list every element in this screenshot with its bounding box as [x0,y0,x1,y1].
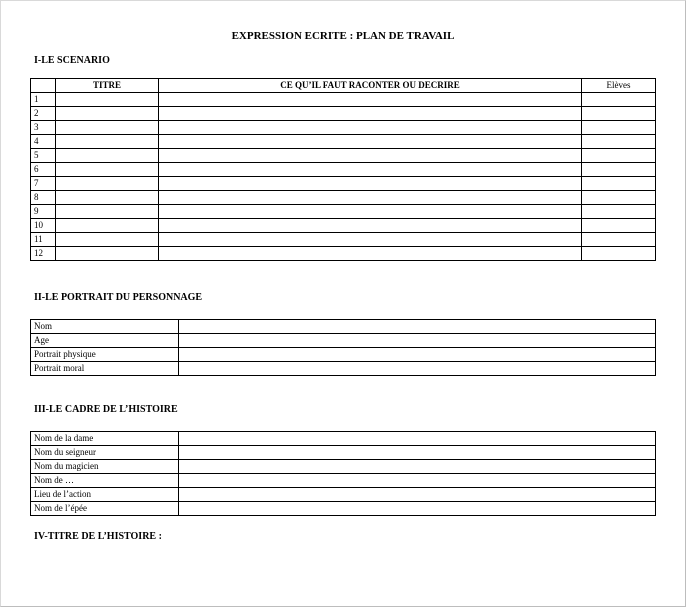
cell-titre[interactable] [56,205,159,219]
table-row [31,474,656,488]
cell-raconter[interactable] [159,135,582,149]
cell-raconter[interactable] [159,177,582,191]
cell-raconter[interactable] [159,163,582,177]
cell-titre[interactable] [56,233,159,247]
row-number: 3 [31,121,56,135]
table-row [31,348,656,362]
table-row [31,233,656,247]
cadre-table [30,431,656,516]
header-titre: TITRE [56,79,159,93]
table-row [31,135,656,149]
cell-raconter[interactable] [159,93,582,107]
table-row [31,334,656,348]
row-label: Nom [31,320,179,334]
row-number: 2 [31,107,56,121]
row-label: Nom du magicien [31,460,179,474]
row-label: Nom du seigneur [31,446,179,460]
row-value-cell[interactable] [179,320,656,334]
row-number: 4 [31,135,56,149]
cell-raconter[interactable] [159,149,582,163]
cell-titre[interactable] [56,177,159,191]
portrait-table [30,319,656,376]
table-row [31,149,656,163]
section-heading-titre-histoire: IV-TITRE DE L’HISTOIRE : [34,531,162,542]
section-heading-cadre: III-LE CADRE DE L’HISTOIRE [34,404,178,415]
cell-eleves[interactable] [582,107,656,121]
row-number: 11 [31,233,56,247]
row-number: 10 [31,219,56,233]
cell-eleves[interactable] [582,233,656,247]
row-value-cell[interactable] [179,460,656,474]
cell-raconter[interactable] [159,107,582,121]
row-number: 12 [31,247,56,261]
row-label: Age [31,334,179,348]
table-row [31,446,656,460]
scenario-table [30,78,656,261]
row-value-cell[interactable] [179,334,656,348]
row-number: 9 [31,205,56,219]
cell-titre[interactable] [56,93,159,107]
row-label: Nom de l’épée [31,502,179,516]
cell-raconter[interactable] [159,121,582,135]
cell-raconter[interactable] [159,247,582,261]
table-row [31,191,656,205]
cell-titre[interactable] [56,149,159,163]
table-row [31,432,656,446]
cell-eleves[interactable] [582,191,656,205]
row-value-cell[interactable] [179,502,656,516]
cell-eleves[interactable] [582,177,656,191]
cell-titre[interactable] [56,135,159,149]
table-row [31,219,656,233]
cell-eleves[interactable] [582,247,656,261]
cell-titre[interactable] [56,163,159,177]
section-heading-portrait: II-LE PORTRAIT DU PERSONNAGE [34,292,203,303]
cell-raconter[interactable] [159,233,582,247]
table-row [31,247,656,261]
cell-titre[interactable] [56,191,159,205]
cell-eleves[interactable] [582,121,656,135]
row-label: Nom de la dame [31,432,179,446]
section-heading-scenario: I-LE SCENARIO [34,55,110,66]
table-row [31,163,656,177]
table-row [31,502,656,516]
document-title: EXPRESSION ECRITE : PLAN DE TRAVAIL [231,30,455,42]
cell-titre[interactable] [56,121,159,135]
cell-eleves[interactable] [582,163,656,177]
row-label: Lieu de l’action [31,488,179,502]
row-value-cell[interactable] [179,488,656,502]
row-number: 7 [31,177,56,191]
row-value-cell[interactable] [179,474,656,488]
row-value-cell[interactable] [179,348,656,362]
header-eleves: Elèves [582,79,656,93]
cell-raconter[interactable] [159,219,582,233]
row-value-cell[interactable] [179,446,656,460]
cell-raconter[interactable] [159,205,582,219]
cell-titre[interactable] [56,107,159,121]
table-row [31,205,656,219]
cell-titre[interactable] [56,219,159,233]
table-row [31,177,656,191]
row-label: Nom de … [31,474,179,488]
row-number: 5 [31,149,56,163]
row-number: 1 [31,93,56,107]
cell-titre[interactable] [56,247,159,261]
header-raconter: CE QU’IL FAUT RACONTER OU DECRIRE [159,79,582,93]
cell-eleves[interactable] [582,149,656,163]
table-row [31,121,656,135]
table-row [31,107,656,121]
row-label: Portrait moral [31,362,179,376]
row-label: Portrait physique [31,348,179,362]
table-row [31,320,656,334]
table-row [31,362,656,376]
table-row [31,460,656,474]
row-value-cell[interactable] [179,432,656,446]
cell-eleves[interactable] [582,93,656,107]
row-value-cell[interactable] [179,362,656,376]
cell-eleves[interactable] [582,219,656,233]
cell-eleves[interactable] [582,205,656,219]
cell-raconter[interactable] [159,191,582,205]
table-header-row [31,79,656,93]
header-number [31,79,56,93]
row-number: 6 [31,163,56,177]
table-row [31,488,656,502]
table-row [31,93,656,107]
cell-eleves[interactable] [582,135,656,149]
row-number: 8 [31,191,56,205]
